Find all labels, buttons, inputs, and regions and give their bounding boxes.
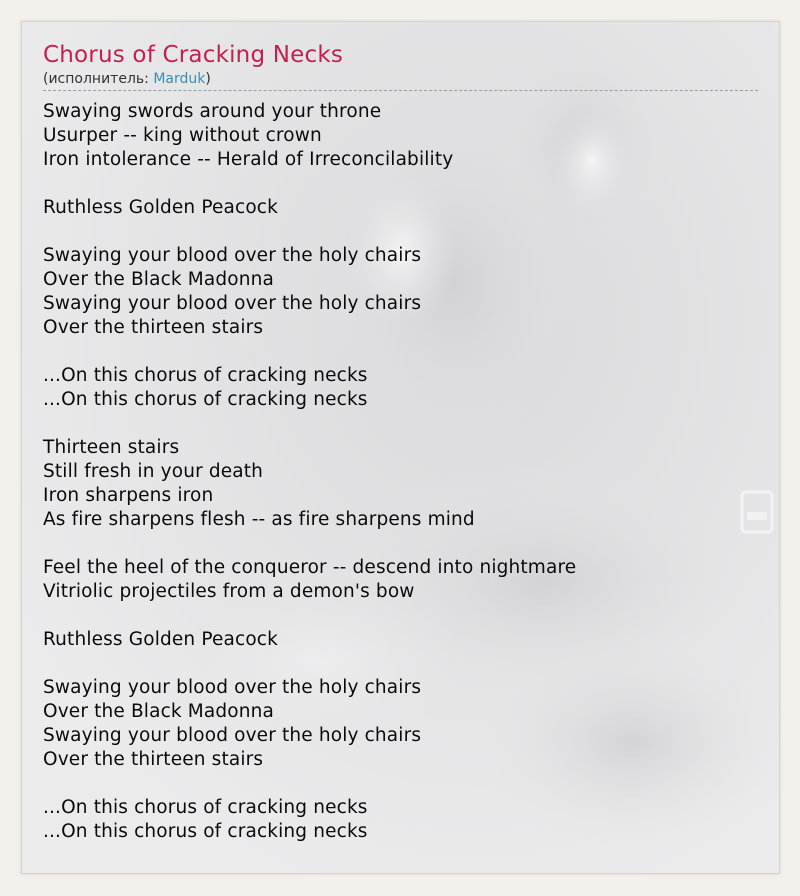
lyric-line: Swaying your blood over the holy chairs [43, 245, 422, 266]
lyric-line: Swaying your blood over the holy chairs [43, 725, 422, 746]
lyric-line: ...On this chorus of cracking necks [43, 797, 368, 818]
lyric-line: ...On this chorus of cracking necks [43, 389, 368, 410]
lyric-line: ...On this chorus of cracking necks [43, 365, 368, 386]
lyric-line: Usurper -- king without crown [43, 125, 322, 146]
stanza-break [43, 220, 758, 244]
lyric-line: Over the Black Madonna [43, 269, 274, 290]
stanza-break [43, 604, 758, 628]
lyric-line: Still fresh in your death [43, 461, 264, 482]
lyric-line: Over the thirteen stairs [43, 749, 264, 770]
lyric-line: Ruthless Golden Peacock [43, 197, 278, 218]
lyric-line: Over the Black Madonna [43, 701, 274, 722]
stanza-break [43, 772, 758, 796]
lyric-line: Iron intolerance -- Herald of Irreconcilability [43, 149, 454, 170]
lyric-line: Thirteen stairs [43, 437, 180, 458]
lyric-line: ...On this chorus of cracking necks [43, 821, 368, 842]
lyrics-card [21, 21, 780, 874]
lyric-line: Swaying your blood over the holy chairs [43, 677, 422, 698]
stanza-break [43, 172, 758, 196]
stanza-break [43, 340, 758, 364]
stanza-break [43, 652, 758, 676]
lyrics-text [43, 100, 758, 844]
performer-suffix: ) [205, 71, 211, 87]
lyric-line: Over the thirteen stairs [43, 317, 264, 338]
lyric-line: Iron sharpens iron [43, 485, 214, 506]
lyric-line: Feel the heel of the conqueror -- descend into nightmare [43, 557, 577, 578]
lyric-line: Ruthless Golden Peacock [43, 629, 278, 650]
lyric-line: Vitriolic projectiles from a demon's bow [43, 581, 415, 602]
song-title: Chorus of Cracking Necks [43, 42, 344, 68]
performer-line [43, 70, 758, 88]
artist-link[interactable]: Marduk [153, 71, 206, 87]
lyrics-content [43, 40, 758, 844]
performer-prefix: (исполнитель: [43, 71, 154, 87]
stanza-break [43, 532, 758, 556]
title-divider [43, 90, 758, 91]
lyric-line: Swaying your blood over the holy chairs [43, 293, 422, 314]
stanza-break [43, 412, 758, 436]
lyric-line: Swaying swords around your throne [43, 101, 382, 122]
lyric-line: As fire sharpens flesh -- as fire sharpens mind [43, 509, 475, 530]
